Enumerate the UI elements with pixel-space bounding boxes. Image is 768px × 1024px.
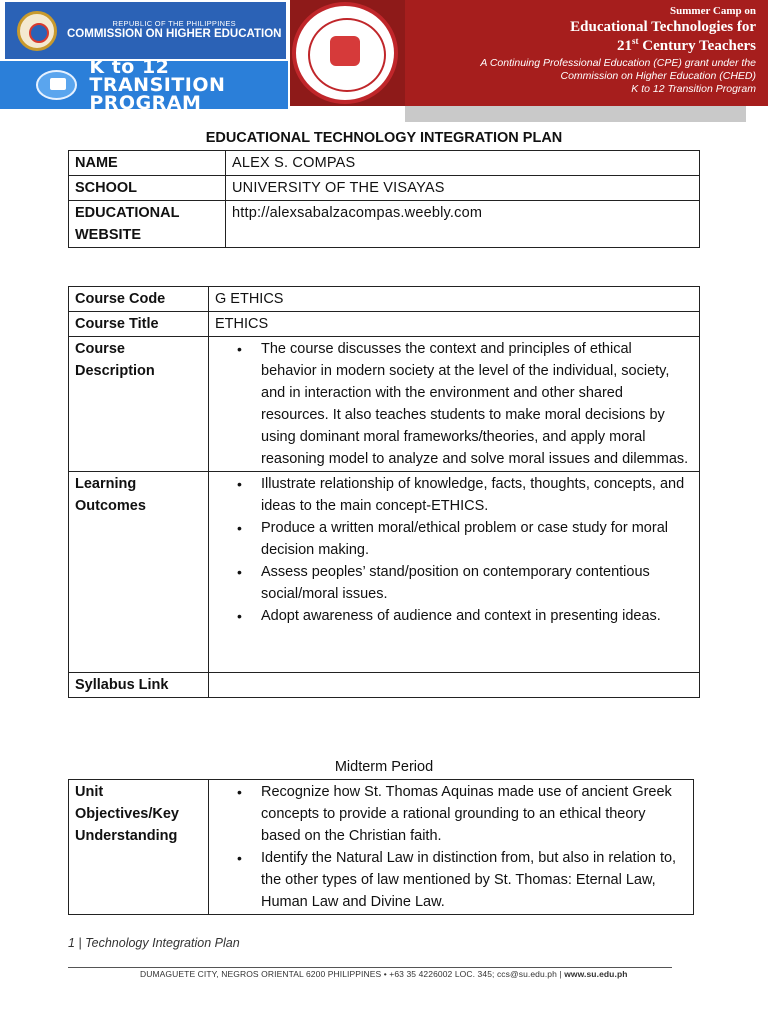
unit-objectives-label: Unit Objectives/Key Understanding [69, 780, 209, 915]
list-item: • Illustrate relationship of knowledge, facts, thoughts, concepts, and ideas to the main concept-ETHICS. [215, 473, 693, 517]
header-banner [0, 0, 768, 115]
list-item: • Identify the Natural Law in distinction from, but also in relation to, the other types of law mentioned by St. Thomas: Eternal Law, Human Law and Divine Law. [215, 847, 687, 913]
list-item: • Produce a written moral/ethical problem or case study for moral decision making. [215, 517, 693, 561]
website-link[interactable]: http://alexsabalzacompas.weebly.com [226, 201, 700, 248]
unit-objectives-value [209, 780, 694, 915]
list-item: • Recognize how St. Thomas Aquinas made use of ancient Greek concepts to provide a rational grounding to an ethical theory based on the Christian faith. [215, 781, 687, 847]
course-description-value [209, 337, 700, 472]
course-code-value: G ETHICS [209, 287, 700, 312]
k12-line2: PROGRAM [89, 92, 202, 115]
document-title: EDUCATIONAL TECHNOLOGY INTEGRATION PLAN [205, 130, 563, 146]
list-item: • Assess peoples’ stand/position on contemporary contentious social/moral issues. [215, 561, 693, 605]
course-title-label: Course Title [69, 312, 209, 337]
table-row [69, 176, 700, 201]
learning-outcomes-value [209, 472, 700, 673]
table-row [69, 472, 700, 673]
name-value: ALEX S. COMPAS [226, 151, 700, 176]
table-row [69, 287, 700, 312]
list-item: • Adopt awareness of audience and context in presenting ideas. [215, 605, 693, 627]
syllabus-link-label: Syllabus Link [69, 673, 209, 698]
k12-logo-icon [36, 70, 77, 100]
table-row [69, 312, 700, 337]
table-row [69, 673, 700, 698]
camp-line3: 21st Century Teachers [617, 36, 756, 54]
table-row [69, 337, 700, 472]
midterm-table [68, 779, 694, 915]
teacher-info-table [68, 150, 700, 248]
camp-heading [480, 5, 756, 95]
midterm-title: Midterm Period [334, 759, 434, 775]
course-description-label: Course Description [69, 337, 209, 472]
camp-line2: Educational Technologies for [570, 19, 756, 35]
k12-line1: K to 12 TRANSITION [89, 55, 226, 96]
camp-line1: Summer Camp on [670, 5, 756, 17]
website-label: EDUCATIONAL WEBSITE [69, 201, 226, 248]
name-label: NAME [69, 151, 226, 176]
course-title-value: ETHICS [209, 312, 700, 337]
course-description-list [215, 338, 693, 470]
ched-republic-text: REPUBLIC OF THE PHILIPPINES [112, 19, 236, 29]
learning-outcomes-label: Learning Outcomes [69, 472, 209, 673]
learning-outcomes-list [215, 473, 693, 627]
footer-divider [68, 967, 672, 968]
list-item: • The course discusses the context and principles of ethical behavior in modern society at the level of the individual, society, and in interaction with the environment and other shared resources. It also teaches students to make moral decisions by using dominant moral frameworks/theories, and apply moral reasoning model to analyze and solve moral issues and dilemmas. [215, 338, 693, 470]
course-table [68, 286, 700, 698]
footer-website-link[interactable]: www.su.edu.ph [564, 969, 628, 979]
unit-objectives-list [215, 781, 687, 913]
red-banner-right [405, 0, 768, 106]
page-footer-note: 1 | Technology Integration Plan [68, 936, 240, 950]
syllabus-link-value[interactable] [209, 673, 700, 698]
table-row [69, 201, 700, 248]
silliman-university-seal-icon [292, 2, 398, 104]
school-label: SCHOOL [69, 176, 226, 201]
footer-address: DUMAGUETE CITY, NEGROS ORIENTAL 6200 PHILIPPINES • +63 35 4226002 LOC. 345; ccs@su.edu.ph | www.su.edu.ph [140, 969, 628, 979]
ched-seal-icon [17, 11, 57, 51]
school-value: UNIVERSITY OF THE VISAYAS [226, 176, 700, 201]
table-row [69, 151, 700, 176]
ched-name: COMMISSION ON HIGHER EDUCATION [67, 28, 282, 41]
table-row [69, 780, 694, 915]
header-divider [405, 106, 746, 122]
camp-subtitle: A Continuing Professional Education (CPE) grant under the Commission on Higher Education (CHED) K to 12 Transition Program [480, 57, 756, 95]
course-code-label: Course Code [69, 287, 209, 312]
k12-banner [0, 55, 288, 115]
ched-banner [5, 2, 286, 59]
